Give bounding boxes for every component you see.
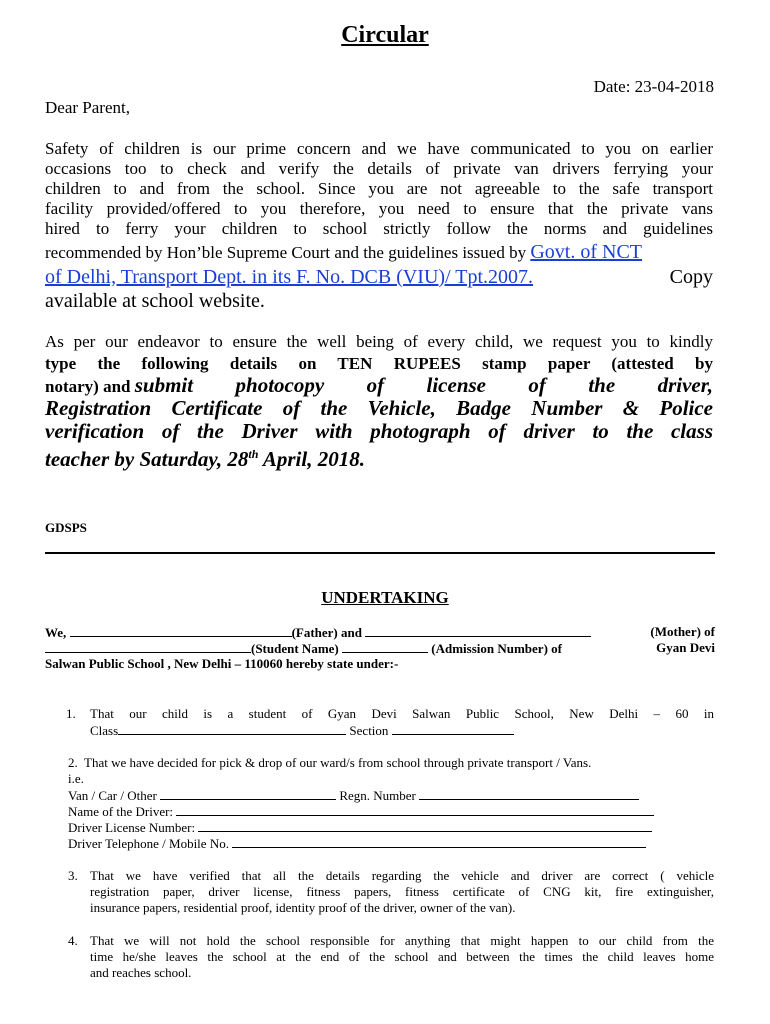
item-number: 1. — [66, 706, 76, 721]
ordinal-suffix: th — [248, 447, 259, 461]
govt-nct-link[interactable]: Govt. of NCT — [530, 241, 643, 263]
item-text: That we have verified that all the details regarding the vehicle and driver are correct ( vehicle — [90, 868, 714, 883]
para1-line — [45, 265, 713, 289]
ie-label: i.e. — [68, 771, 84, 786]
para1-text: recommended by Hon’ble Supreme Court and the guidelines issued by — [45, 243, 531, 262]
we-label: We, — [45, 625, 67, 640]
item-text: That we will not hold the school responsible for anything that might happen to our child from the — [90, 933, 714, 948]
section-label: Section — [349, 723, 389, 738]
undertaking-line: Salwan Public School , New Delhi – 110060 hereby state under:- — [45, 656, 399, 671]
item-text: That our child is a student of Gyan Devi Salwan Public School, New Delhi – 60 in — [90, 706, 714, 721]
student-label: (Student Name) — [251, 641, 339, 656]
circular-date: Date: 23-04-2018 — [593, 77, 714, 96]
driver-name-label: Name of the Driver: — [68, 804, 174, 819]
class-label: Class — [90, 723, 119, 738]
student-name-blank[interactable] — [45, 640, 251, 653]
para1-line: facility provided/offered to you therefore, you need to ensure that the private vans — [45, 199, 713, 218]
school-name-start: Gyan Devi — [656, 640, 715, 655]
item-text: time he/she leaves the school at the end of the school and between the times the child leaves home — [90, 949, 714, 964]
regn-number-blank[interactable] — [419, 787, 639, 800]
admission-number-blank[interactable] — [342, 640, 428, 653]
undertaking-line — [45, 624, 715, 641]
driver-name-line — [68, 803, 654, 820]
page-title: Circular — [341, 22, 429, 48]
para2-line: As per our endeavor to ensure the well being of every child, we request you to kindly — [45, 332, 713, 351]
salutation: Dear Parent, — [45, 98, 130, 117]
license-label: Driver License Number: — [68, 820, 196, 835]
section-blank[interactable] — [392, 722, 514, 735]
vehicle-line — [68, 787, 639, 804]
para2-line: type the following details on TEN RUPEES stamp paper (attested by — [45, 354, 713, 373]
signoff: GDSPS — [45, 520, 87, 535]
item-number: 4. — [68, 933, 78, 948]
para1-line: hired to ferry your children to school strictly follow the norms and guidelines — [45, 219, 713, 238]
regn-label: Regn. Number — [339, 788, 416, 803]
transport-dept-link[interactable]: of Delhi, Transport Dept. in its F. No. DCB (VIU)/ Tpt.2007. — [45, 266, 534, 288]
father-name-blank[interactable] — [70, 624, 292, 637]
license-line — [68, 819, 652, 836]
undertaking-title: UNDERTAKING — [321, 588, 449, 607]
para1-line: available at school website. — [45, 290, 265, 312]
undertaking-line — [45, 640, 715, 657]
para1-line: occasions too to check and verify the details of private van drivers ferrying your — [45, 159, 713, 178]
para2-bold-text: notary) and — [45, 377, 135, 396]
item-number: 2. — [68, 755, 78, 770]
para2-line: verification of the Driver with photograph of driver to the class — [45, 419, 713, 443]
mother-name-blank[interactable] — [365, 624, 591, 637]
item-text — [68, 755, 591, 771]
item-number: 3. — [68, 868, 78, 883]
para2-line — [45, 374, 713, 398]
phone-label: Driver Telephone / Mobile No. — [68, 836, 229, 851]
father-label: (Father) and — [291, 625, 362, 640]
item-text: That we have decided for pick & drop of our ward/s from school through private transport / Vans. — [84, 755, 592, 770]
para2-emph-text: teacher by Saturday, 28 — [45, 447, 249, 471]
phone-number-blank[interactable] — [232, 835, 646, 848]
admission-label: (Admission Number) of — [431, 641, 562, 656]
divider-rule — [45, 552, 715, 554]
para2-line — [45, 443, 713, 471]
para2-emph-text: submit photocopy of license of the driver, — [134, 373, 713, 397]
item-text — [90, 722, 514, 739]
para1-line: Safety of children is our prime concern and we have communicated to you on earlier — [45, 139, 713, 158]
para2-emph-text: April, 2018. — [258, 447, 365, 471]
vehicle-type-blank[interactable] — [160, 787, 336, 800]
para1-text: Copy — [669, 266, 713, 288]
item-text: registration paper, driver license, fitness papers, fitness certificate of CNG kit, fire extinguisher, — [90, 884, 714, 899]
para1-line: children to and from the school. Since you are not agreeable to the safe transport — [45, 179, 713, 198]
item-text: and reaches school. — [90, 965, 192, 980]
phone-line — [68, 835, 646, 852]
mother-label: (Mother) of — [650, 624, 715, 639]
class-blank[interactable] — [118, 722, 346, 735]
para2-line: Registration Certificate of the Vehicle, Badge Number & Police — [45, 396, 713, 420]
para1-line — [45, 242, 713, 263]
driver-name-blank[interactable] — [176, 803, 654, 816]
vehicle-label: Van / Car / Other — [68, 788, 157, 803]
license-number-blank[interactable] — [198, 819, 652, 832]
item-text: insurance papers, residential proof, identity proof of the driver, owner of the van). — [90, 900, 516, 915]
